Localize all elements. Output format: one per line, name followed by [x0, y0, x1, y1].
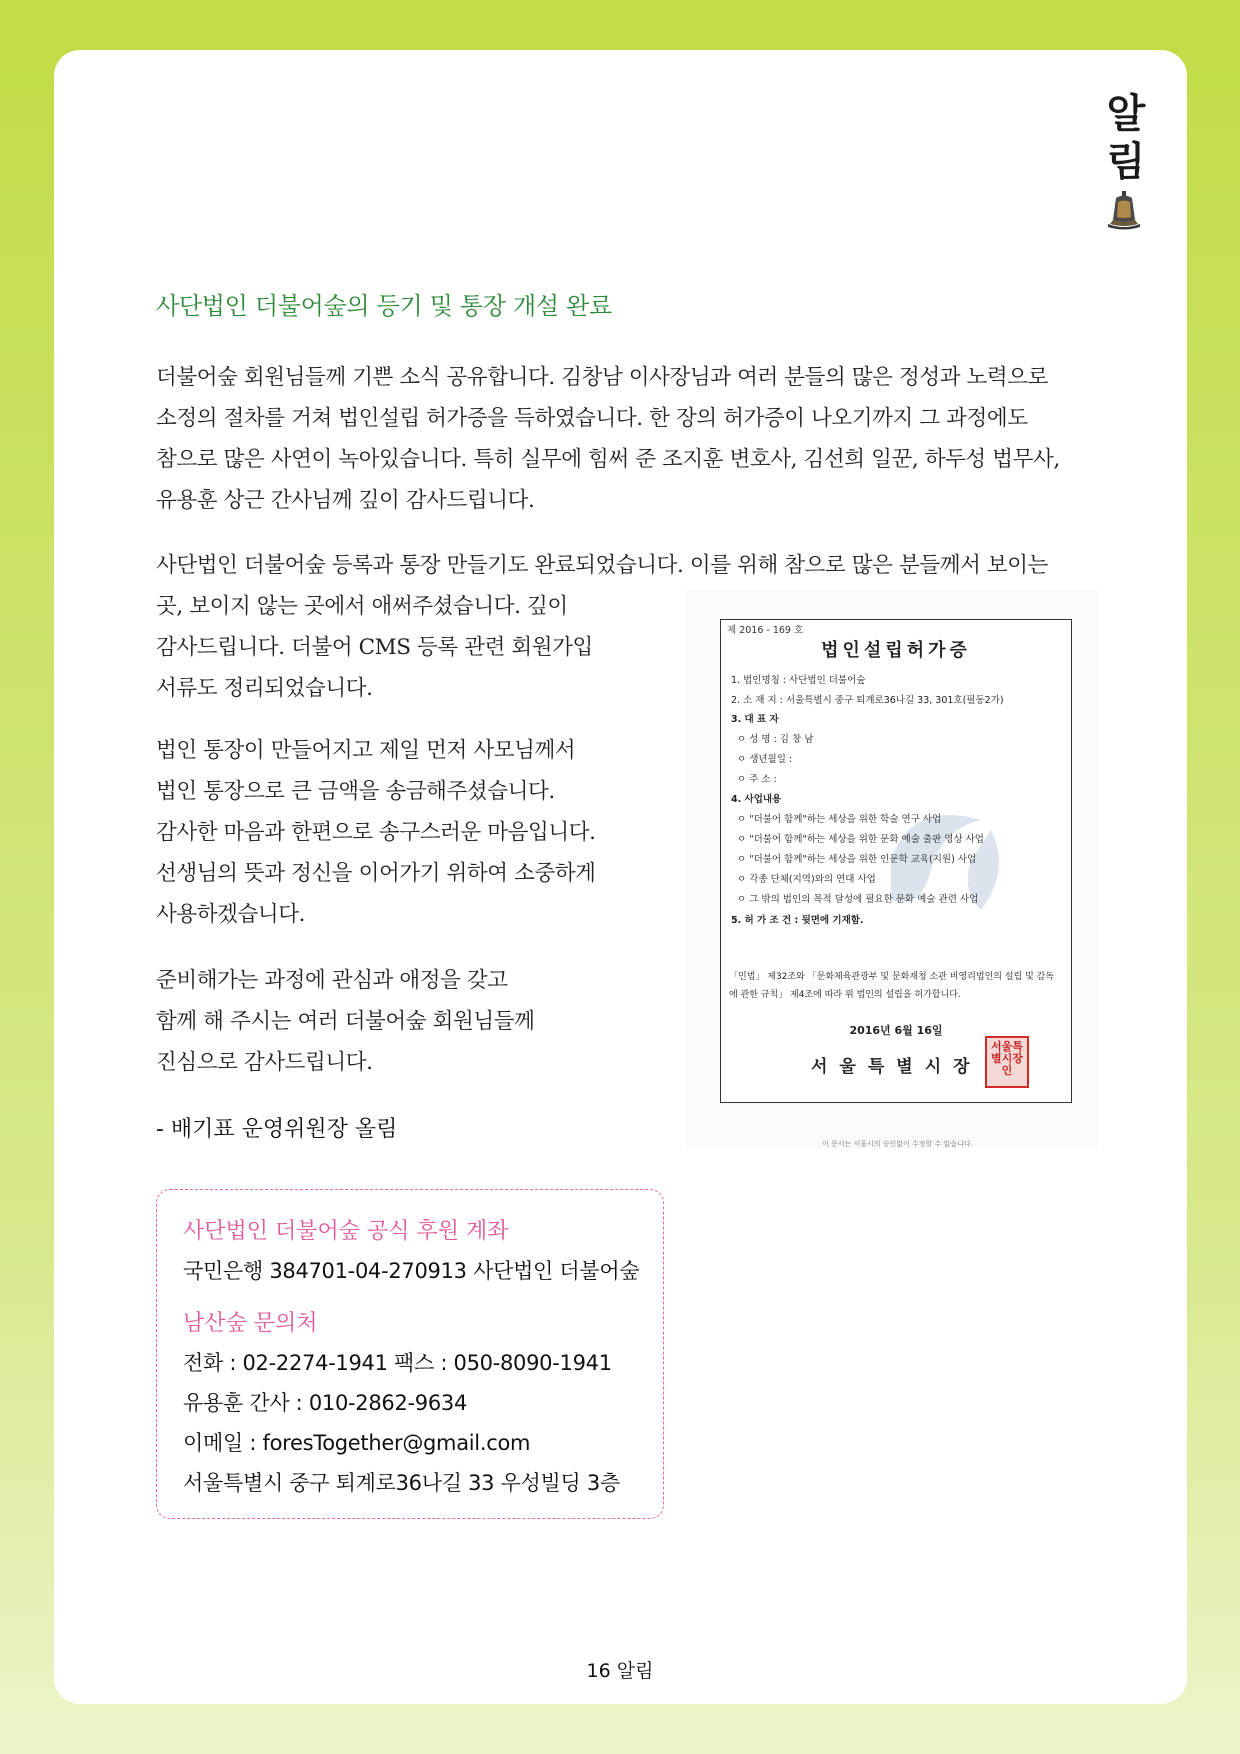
certificate-date: 2016년 6월 16일	[849, 1024, 943, 1037]
official-seal: 서울특별시장인	[985, 1036, 1029, 1088]
paragraph-4	[156, 960, 676, 1083]
certificate-line: ㅇ 각종 단체(지역)와의 연대 사업	[737, 874, 876, 885]
paragraph-line: 소정의 절차를 거쳐 법인설립 허가증을 득하였습니다. 한 장의 허가증이 나오기까지 그 과정에도	[156, 406, 1028, 431]
paragraph-line: 서류도 정리되었습니다.	[156, 676, 373, 701]
bell-icon	[1104, 190, 1144, 232]
phone-line: 전화 : 02-2274-1941 팩스 : 050-8090-1941	[183, 1351, 612, 1375]
paragraph-line: 법인 통장으로 큰 금액을 송금해주셨습니다.	[156, 779, 555, 804]
section-title-vertical	[1096, 90, 1156, 186]
section-title-char-2: 림	[1106, 138, 1146, 185]
certificate-line: ㅇ 성 명 : 김 창 남	[737, 734, 814, 745]
paragraph-line: 유용훈 상근 간사님께 깊이 감사드립니다.	[156, 488, 535, 513]
paragraph-line: 함께 해 주시는 여러 더불어숲 회원님들께	[156, 1009, 535, 1034]
page-number: 16 알림	[586, 1660, 654, 1682]
account-line: 국민은행 384701-04-270913 사단법인 더불어숲	[183, 1259, 640, 1283]
address-line: 서울특별시 중구 퇴계로36나길 33 우성빌딩 3층	[183, 1471, 620, 1495]
certificate-line: 2. 소 재 지 : 서울특별시 중구 퇴계로36나길 33, 301호(필동2가)	[731, 695, 1004, 706]
certificate-line: ㅇ 그 밖의 법인의 목적 달성에 필요한 문화 예술 관련 사업	[737, 894, 979, 905]
signature: - 배기표 운영위원장 올림	[156, 1117, 398, 1142]
paragraph-1	[156, 357, 1096, 521]
section-title-char-1: 알	[1106, 90, 1146, 137]
certificate-line: 1. 법인명칭 : 사단법인 더불어숲	[731, 675, 866, 686]
contact-title: 남산숲 문의처	[183, 1311, 318, 1336]
paragraph-line: 곳, 보이지 않는 곳에서 애써주셨습니다. 깊이	[156, 594, 568, 619]
article-heading: 사단법인 더불어숲의 등기 및 통장 개설 완료	[156, 292, 612, 320]
paragraph-line: 더불어숲 회원님들께 기쁜 소식 공유합니다. 김창남 이사장님과 여러 분들의 많은 정성과 노력으로	[156, 365, 1048, 390]
certificate-line: 4. 사업내용	[731, 794, 782, 805]
paragraph-2	[156, 586, 676, 709]
paragraph-line: 감사드립니다. 더불어 CMS 등록 관련 회원가입	[156, 635, 593, 660]
certificate-footer-note: 이 문서는 서울시의 승인없이 수정할 수 없습니다.	[822, 1140, 973, 1148]
account-title: 사단법인 더불어숲 공식 후원 계좌	[183, 1219, 509, 1244]
paragraph-line: 감사한 마음과 한편으로 송구스러운 마음입니다.	[156, 820, 596, 845]
certificate-line: 3. 대 표 자	[731, 714, 779, 725]
paragraph-line: 선생님의 뜻과 정신을 이어가기 위하여 소중하게	[156, 861, 596, 886]
certificate-line: ㅇ 주 소 :	[737, 774, 777, 785]
certificate-line: 5. 허 가 조 건 : 뒷면에 기재함.	[731, 915, 864, 926]
certificate-line: ㅇ "더불어 함께"하는 세상을 위한 문화 예술 출판 영상 사업	[737, 834, 984, 845]
paragraph-line: 사용하겠습니다.	[156, 902, 306, 927]
certificate-document	[720, 619, 1072, 1103]
paragraph-3	[156, 730, 676, 935]
certificate-line: ㅇ "더불어 함께"하는 세상을 위한 인문학 교육(지원) 사업	[737, 854, 977, 865]
email-line: 이메일 : foresTogether@gmail.com	[183, 1431, 531, 1455]
manager-line: 유용훈 간사 : 010-2862-9634	[183, 1391, 468, 1415]
contact-info-box	[156, 1189, 664, 1519]
paragraph-line: 사단법인 더불어숲 등록과 통장 만들기도 완료되었습니다. 이를 위해 참으로 많은 분들께서 보이는	[156, 553, 1048, 578]
certificate-title: 법인설립허가증	[821, 640, 971, 661]
paragraph-line: 법인 통장이 만들어지고 제일 먼저 사모님께서	[156, 738, 576, 763]
paragraph-line: 준비해가는 과정에 관심과 애정을 갖고	[156, 968, 508, 993]
certificate-issuer: 서울특별시장	[811, 1057, 982, 1077]
paragraph-line: 진심으로 감사드립니다.	[156, 1050, 373, 1075]
certificate-line: ㅇ "더불어 함께"하는 세상을 위한 학술 연구 사업	[737, 814, 942, 825]
certificate-number: 제 2016 - 169 호	[727, 625, 804, 636]
certificate-law-text: 「민법」 제32조와 「문화체육관광부 및 문화재청 소관 비영리법인의 설립 및 감독에 관한 규칙」 제4조에 따라 위 법인의 설립을 허가합니다.	[729, 972, 1055, 1000]
certificate-line: ㅇ 생년월일 :	[737, 754, 793, 765]
paragraph-line: 참으로 많은 사연이 녹아있습니다. 특히 실무에 힘써 준 조지훈 변호사, 김선희 일꾼, 하두성 법무사,	[156, 447, 1060, 472]
paragraph-2-first-line	[156, 545, 1106, 586]
